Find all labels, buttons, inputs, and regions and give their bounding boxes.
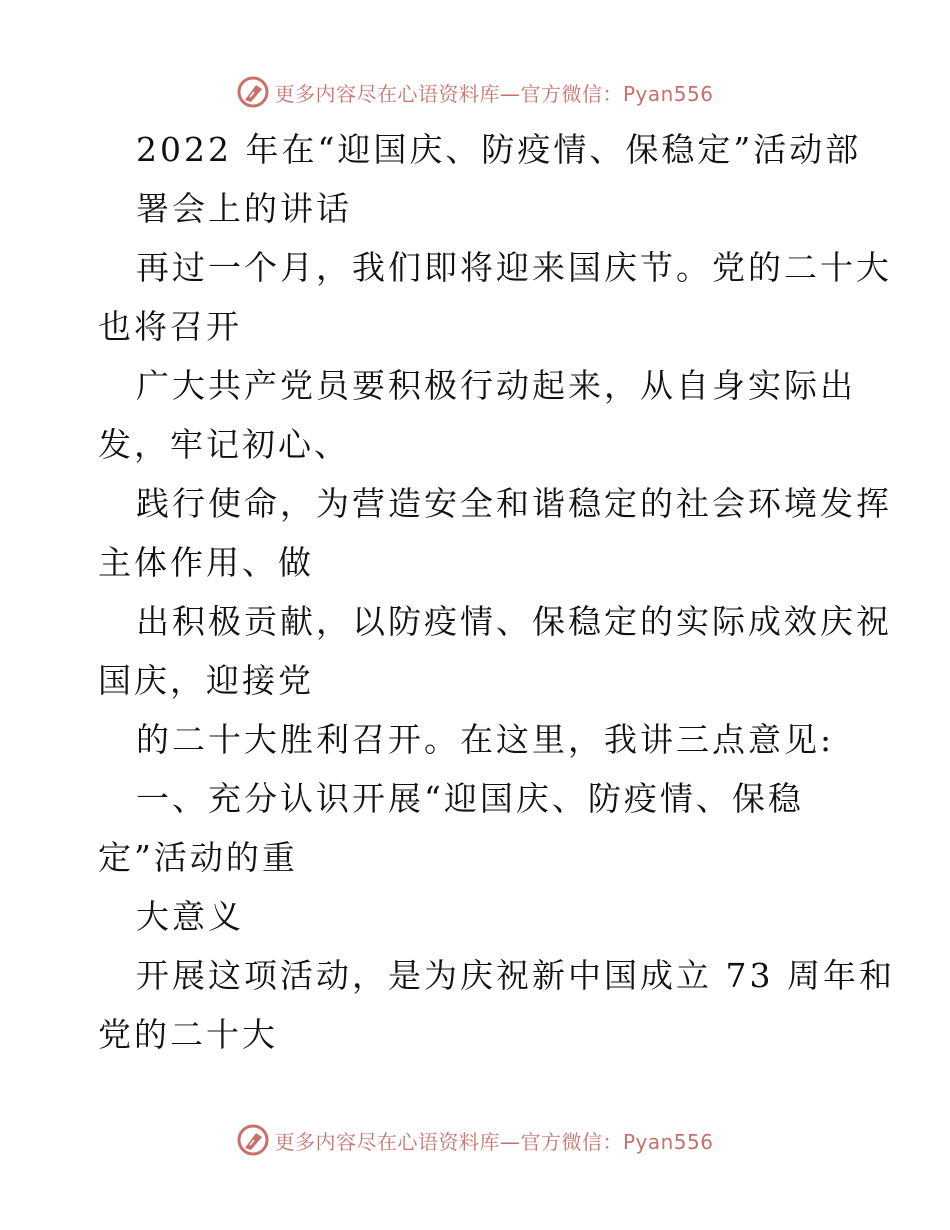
document-line: 开展这项活动，是为庆祝新中国成立 73 周年和: [136, 956, 895, 995]
document-line: 党的二十大: [98, 1015, 278, 1054]
document-line: 的二十大胜利召开。在这里，我讲三点意见:: [136, 720, 835, 759]
document-body: [98, 120, 895, 1064]
document-line: 践行使命，为营造安全和谐稳定的社会环境发挥: [136, 484, 892, 523]
pen-nib-logo-icon: [236, 75, 270, 109]
document-line: 再过一个月，我们即将迎来国庆节。党的二十大: [136, 248, 892, 287]
header-watermark: [0, 72, 950, 112]
document-line: 大意义: [136, 897, 244, 936]
document-line: 一、充分认识开展“迎国庆、防疫情、保稳: [136, 779, 804, 818]
watermark-text: 更多内容尽在心语资料库—官方微信：Pyan556: [274, 81, 714, 106]
document-line: 广大共产党员要积极行动起来，从自身实际出: [136, 366, 856, 405]
document-line: 署会上的讲话: [136, 189, 352, 228]
pen-nib-logo-icon: [236, 1123, 270, 1157]
document-line: 国庆，迎接党: [98, 661, 314, 700]
footer-watermark: [0, 1120, 950, 1160]
document-line: 出积极贡献，以防疫情、保稳定的实际成效庆祝: [136, 602, 892, 641]
document-line: 主体作用、做: [98, 543, 314, 582]
watermark-text: 更多内容尽在心语资料库—官方微信：Pyan556: [274, 1129, 714, 1154]
document-line: 2022 年在“迎国庆、防疫情、保稳定”活动部: [136, 130, 862, 169]
document-line: 定”活动的重: [98, 838, 298, 877]
document-line: 发，牢记初心、: [98, 425, 350, 464]
document-line: 也将召开: [98, 307, 242, 346]
